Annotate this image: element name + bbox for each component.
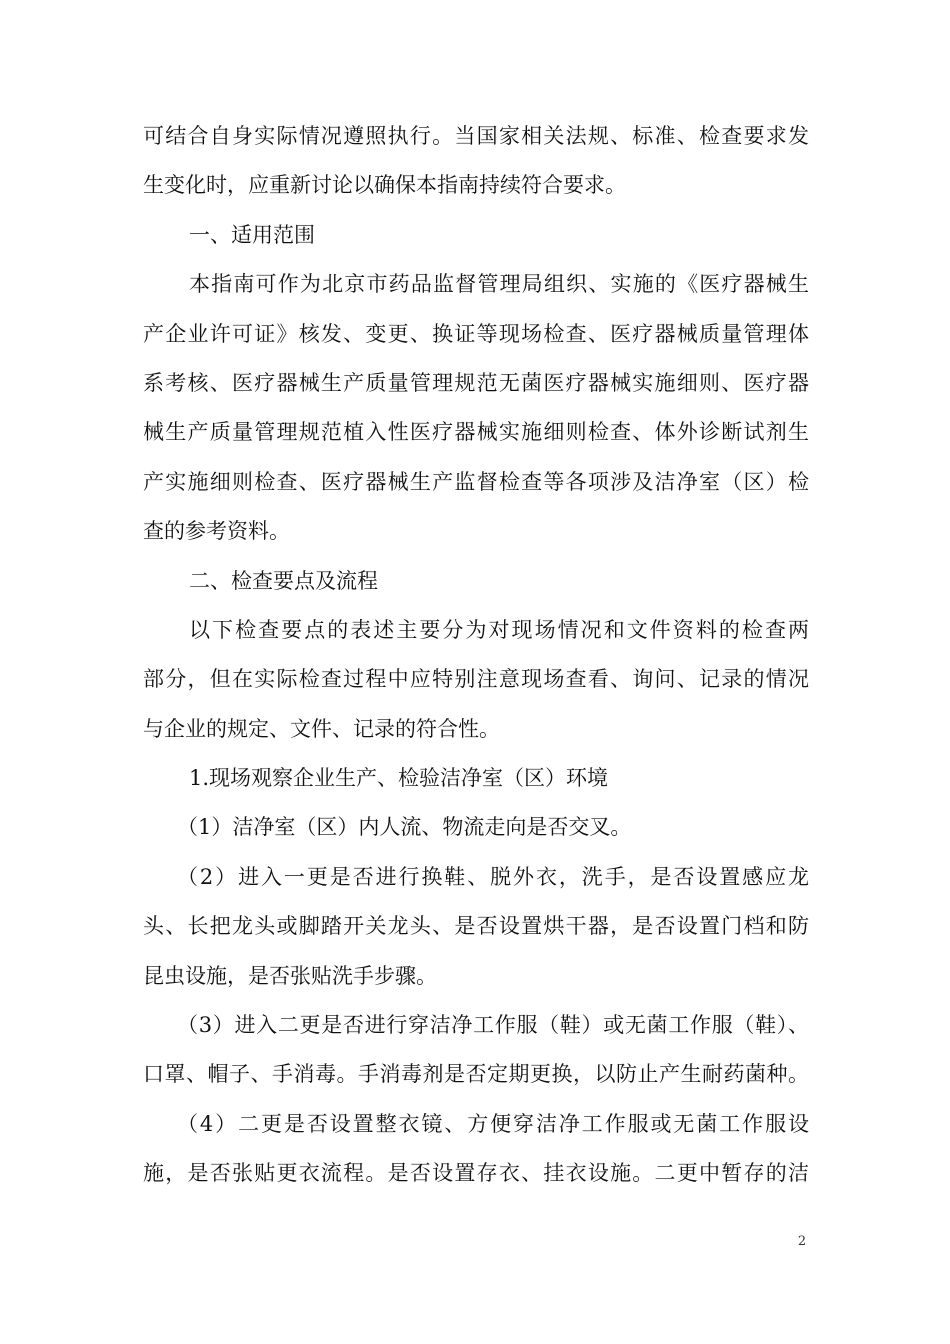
text-line: 以下检查要点的表述主要分为对现场情况和文件资料的检查两 (189, 617, 809, 642)
document-body (143, 112, 809, 1199)
section-heading: 一、适用范围 (189, 222, 315, 247)
text-line: 施，是否张贴更衣流程。是否设置存衣、挂衣设施。二更中暂存的洁 (143, 1161, 809, 1186)
text-line: 可结合自身实际情况遵照执行。当国家相关法规、标准、检查要求发 (143, 124, 809, 148)
text-line: 产实施细则检查、医疗器械生产监督检查等各项涉及洁净室（区）检 (143, 469, 809, 494)
text-line: 产企业许可证》核发、变更、换证等现场检查、医疗器械质量管理体 (143, 321, 809, 346)
text-line: 系考核、医疗器械生产质量管理规范无菌医疗器械实施细则、医疗器 (143, 370, 809, 395)
text-line: 昆虫设施，是否张贴洗手步骤。 (143, 963, 437, 988)
text-line: 部分，但在实际检查过程中应特别注意现场查看、询问、记录的情况 (143, 667, 809, 692)
text-line: 本指南可作为北京市药品监督管理局组织、实施的《医疗器械生 (189, 272, 809, 297)
text-line: 与企业的规定、文件、记录的符合性。 (143, 716, 500, 741)
text-line: 械生产质量管理规范植入性医疗器械实施细则检查、体外诊断试剂生 (143, 420, 809, 445)
list-item: （1）洁净室（区）内人流、物流走向是否交叉。 (177, 815, 632, 840)
text-line: 口罩、帽子、手消毒。手消毒剂是否定期更换，以防止产生耐药菌种。 (143, 1062, 809, 1087)
list-item: （3）进入二更是否进行穿洁净工作服（鞋）或无菌工作服（鞋）、 (177, 1013, 809, 1038)
text-line: 生变化时，应重新讨论以确保本指南持续符合要求。 (143, 173, 626, 198)
page-number: 2 (797, 1234, 807, 1249)
list-item: （2）进入一更是否进行换鞋、脱外衣，洗手，是否设置感应龙 (177, 864, 809, 889)
list-item: （4）二更是否设置整衣镜、方便穿洁净工作服或无菌工作服设 (177, 1111, 809, 1136)
text-line: 头、长把龙头或脚踏开关龙头、是否设置烘干器，是否设置门档和防 (143, 914, 809, 939)
section-heading: 二、检查要点及流程 (189, 568, 378, 593)
subsection-heading: 1.现场观察企业生产、检验洁净室（区）环境 (189, 766, 609, 791)
text-line: 查的参考资料。 (143, 519, 290, 544)
